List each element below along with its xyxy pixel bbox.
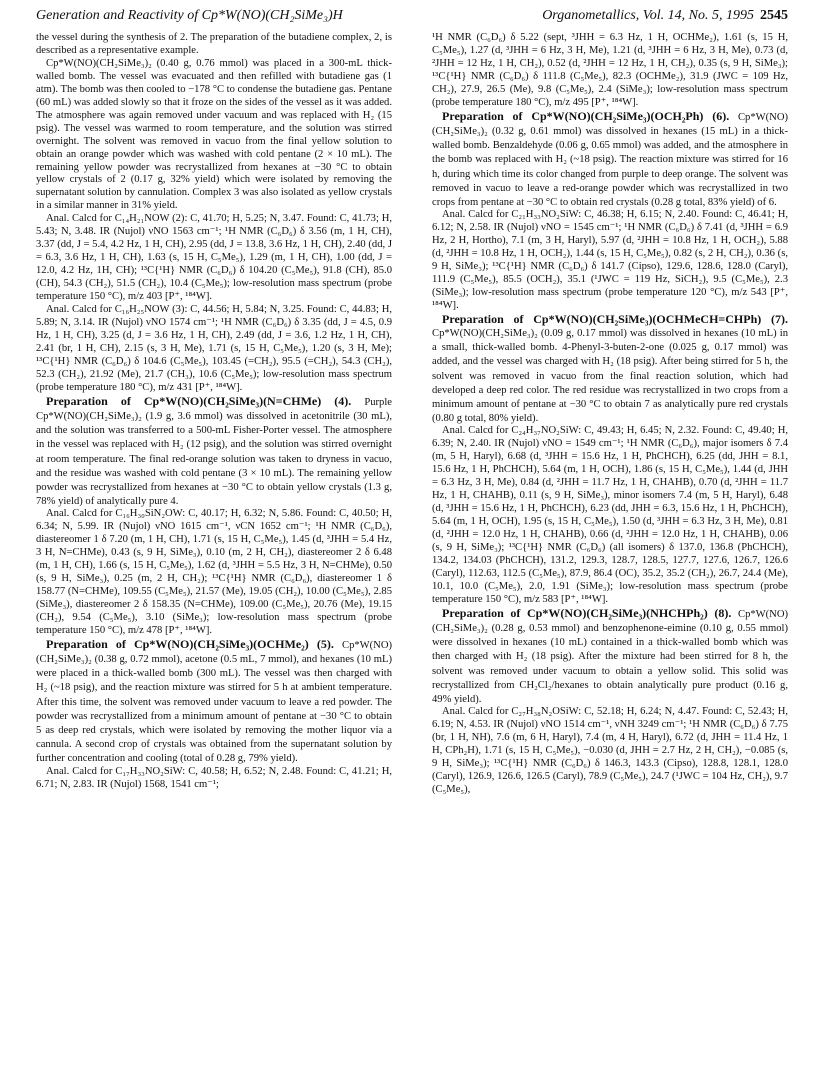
section-heading: Preparation of Cp*W(NO)(CH₂SiMe₃)(N=CHMe) (4).	[46, 393, 352, 408]
section-heading: Preparation of Cp*W(NO)(CH₂SiMe₃)(OCHMe₂) (5).	[46, 636, 334, 651]
section-body: Purple Cp*W(NO)(CH₂SiMe₃)₂ (1.9 g, 3.6 mmol) was dissolved in acetonitrile (30 mL), and the solution was transferred to a 500-mL Fisher-Porter vessel. The atmosphere in the vessel was replaced with H₂ (12 psig), and the solution was stirred overnight at room temperature. The final red-orange solution was taken to dryness in vacuo, and the residue was washed with cold pentane (3 × 10 mL). The remaining yellow powder was recrystallized from hexanes at −30 °C to obtain yellow crystals (1.3 g, 78% yield) of analytically pure 4.	[36, 396, 392, 508]
body-paragraph: Anal. Calcd for C₂₇H₃₈N₂OSiW: C, 52.18; H, 6.24; N, 4.47. Found: C, 52.43; H, 6.19; N, 4.53. IR (Nujol) νNO 1514 cm⁻¹, νNH 3249 cm⁻¹; ¹H NMR (C₆D₆) δ 7.75 (br, 1 H, NH), 7.6 (m, 6 H, Haryl), 7.4 (m, 4 H, Haryl), 6.72 (d, JHH = 11.4 Hz, 1 H, CPh₂H), 1.71 (s, 15 H, C₅Me₅), −0.030 (d, JHH = 2.7 Hz, 2 H, CH₂), −0.085 (s, 9 H, SiMe₃); ¹³C{¹H} NMR (C₆D₆) δ 146.3, 143.3 (Cipso), 128.8, 128.1, 128.0 (Caryl), 126.9, 126.6, 126.5 (Caryl), 78.9 (C₅Me₅), 24.7 (¹JWC = 104 Hz, CH₂), 9.7 (C₅Me₅),	[432, 706, 788, 795]
section-paragraph	[36, 638, 392, 766]
body-paragraph: Cp*W(NO)(CH₂SiMe₃)₂ (0.40 g, 0.76 mmol) was placed in a 300-mL thick-walled bomb. The vessel was evacuated and then refilled with butadiene gas (1 atm). The bomb was then cooled to −178 °C to condense the butadiene gas. Pentane (60 mL) was added slowly so that it froze on the sides of the vessel as it was added. The atmosphere was again removed under vacuum and was replaced with H₂ (15 psig). The vessel was warmed to room temperature, and the solution was stirred overnight. The solvent was removed in vacuo from the final yellow solution to obtain an orange powder which was washed with cold pentane (2 × 10 mL). The remaining yellow powder was recrystallized from hexanes at −30 °C to obtain yellow crystals of 2 (0.17 g, 32% yield) which were isolated by removing the supernatant solution by cannulation. Complex 3 was also isolated as yellow crystals in a similar manner in 31% yield.	[36, 57, 392, 212]
section-paragraph	[432, 313, 788, 426]
running-header	[36, 4, 788, 26]
section-body: Cp*W(NO)(CH₂SiMe₃)₂ (0.28 g, 0.53 mmol) and benzophenone-eimine (0.10 g, 0.55 mmol) were dissolved in hexanes (10 mL) contained in a thick-walled bomb which was then charged with H₂ (18 psig). After the mixture had been stirred for 8 h, the solvent was removed under vacuum to obtain a yellow solid. This solid was recrystallized from CH₂Cl₂/hexanes to obtain analytically pure product (0.16 g, 49% yield).	[432, 608, 789, 705]
body-paragraph: Anal. Calcd for C₁₆H₂₅NOW (3): C, 44.56; H, 5.84; N, 3.25. Found: C, 44.83; H, 5.89; N, 3.14. IR (Nujol) νNO 1574 cm⁻¹; ¹H NMR (C₆D₆) δ 3.35 (dd, J = 4.5, 0.9 Hz, 1 H, CH), 3.25 (d, J = 3.6 Hz, 1 H, CH), 2.49 (dd, J = 3.6, 1.2 Hz, 1 H, CH), 2.41 (br, 1 H, CH), 2.15 (s, 3 H, Me), 1.71 (s, 15 H, C₅Me₅), 1.20 (s, 3 H, Me); ¹³C{¹H} NMR (C₆D₆) δ 104.6 (C₅Me₅), 103.45 (=CH₂), 95.5 (=CH₂), 54.3 (CH₂), 52.3 (CH₂), 21.92 (Me), 21.7 (CH₃), 10.6 (C₅Me₅); low-resolution mass spectrum (probe temperature 180 °C), m/z 431 [P⁺, ¹⁸⁴W].	[36, 304, 392, 393]
body-paragraph: the vessel during the synthesis of 2. The preparation of the butadiene complex, 2, is described as a representative example.	[36, 32, 392, 56]
section-heading: Preparation of Cp*W(NO)(CH₂SiMe₃)(NHCHPh₂) (8).	[442, 605, 732, 620]
left-column	[36, 32, 392, 792]
section-body: Cp*W(NO)(CH₂SiMe₃)₂ (0.32 g, 0.61 mmol) was dissolved in hexanes (15 mL) in a thick-walled bomb. Benzaldehyde (0.06 g, 0.65 mmol) was added, and the atmosphere in the bomb was replaced with H₂ (~18 psig). The reaction mixture was stirred for 16 h, during which time its color changed from purple to deep orange. The solvent was removed in vacuo to leave a red-orange powder which was recrystallized in two crops from pentane at −30 °C to obtain red crystals (0.28 g total, 83% yield) of 6.	[432, 111, 788, 208]
section-heading: Preparation of Cp*W(NO)(CH₂SiMe₃)(OCHMeCH=CHPh) (7).	[442, 311, 788, 326]
right-column	[432, 32, 788, 797]
body-paragraph: ¹H NMR (C₆D₆) δ 5.22 (sept, ³JHH = 6.3 Hz, 1 H, OCHMe₂), 1.61 (s, 15 H, C₅Me₅), 1.27 (d, ³JHH = 6 Hz, 3 H, Me), 1.21 (d, ³JHH = 6 Hz, 3 H, Me), 0.73 (d, ²JHH = 12 Hz, 1 H, CH₂), 0.52 (d, ²JHH = 12 Hz, 1 H, CH₂), 0.35 (s, 9 H, SiMe₃); ¹³C{¹H} NMR (C₆D₆) δ 111.8 (C₅Me₅), 82.3 (OCHMe₂), 31.9 (JWC = 109 Hz, CH₂), 27.9, 26.5 (Me), 9.8 (C₅Me₅), 2.4 (SiMe₃); low-resolution mass spectrum (probe temperature 180 °C), m/z 495 [P⁺, ¹⁸⁴W].	[432, 32, 788, 108]
body-paragraph: Anal. Calcd for C₁₄H₂₁NOW (2): C, 41.70; H, 5.25; N, 3.47. Found: C, 41.73; H, 5.43; N, 3.48. IR (Nujol) νNO 1563 cm⁻¹; ¹H NMR (C₆D₆) δ 3.56 (m, 1 H, CH), 3.37 (dd, J = 5.4, 4.2 Hz, 1 H, CH), 2.95 (dd, J = 13.8, 3.6 Hz, 1 H, CH), 2.40 (dd, J = 6.3, 3.6 Hz, 1 H, CH), 1.63 (s, 15 H, C₅Me₅), 1.29 (m, 1 H, CH), 1.00 (dd, J = 12.0, 4.2 Hz, 1H, CH); ¹³C{¹H} NMR (C₆D₆) δ 104.20 (C₅Me₅), 91.8 (CH), 85.0 (CH), 54.3 (CH₂), 51.5 (CH₂), 10.4 (C₅Me₅); low-resolution mass spectrum (probe temperature 150 °C), m/z 403 [P⁺, ¹⁸⁴W].	[36, 213, 392, 303]
section-paragraph	[36, 395, 392, 509]
body-paragraph: Anal. Calcd for C₁₆H₃₀SiN₂OW: C, 40.17; H, 6.32; N, 5.86. Found: C, 40.50; H, 6.34; N, 5.99. IR (Nujol) νNO 1615 cm⁻¹, νCN 1652 cm⁻¹; ¹H NMR (C₆D₆), diastereomer 1 δ 7.20 (m, 1 H, CH), 1.71 (s, 15 H, C₅Me₅), 1.45 (d, ³JHH = 5.4 Hz, 3 H, N=CHMe), 0.43 (s, 9 H, SiMe₃), 0.10 (m, 2 H, CH₂), diastereomer 2 δ 6.48 (m, 1 H, CH), 1.66 (s, 15 H, C₅Me₅), 1.62 (d, ³JHH = 5.5 Hz, 3 H, N=CHMe), 0.50 (s, 9 H, SiMe₃), 0.25 (m, 2 H, CH₂); ¹³C{¹H} NMR (C₆D₆), diastereomer 1 δ 158.77 (N=CHMe), 109.55 (C₅Me₅), 21.57 (Me), 19.05 (CH₂), 10.00 (C₅Me₅), 2.85 (SiMe₃), diastereomer 2 δ 158.35 (N=CHMe), 109.00 (C₅Me₅), 20.76 (Me), 19.15 (CH₂), 9.54 (C₅Me₅), 3.10 (SiMe₃); low-resolution mass spectrum (probe temperature 150 °C), m/z 478 [P⁺, ¹⁸⁴W].	[36, 508, 392, 636]
journal-name: Organometallics, Vol. 14, No. 5, 1995	[542, 8, 754, 23]
journal-citation	[542, 8, 788, 24]
section-paragraph	[432, 607, 788, 706]
body-paragraph: Anal. Calcd for C₂₄H₃₇NO₂SiW: C, 49.43; H, 6.45; N, 2.32. Found: C, 49.40; H, 6.39; N, 2.40. IR (Nujol) νNO = 1549 cm⁻¹; ¹H NMR (C₆D₆), major isomers δ 7.4 (m, 5 H, Haryl), 6.68 (d, ³JHH = 15.6 Hz, 1 H, PhCHCH), 6.25 (dd, JHH = 8.1, 15.6 Hz, 1 H, PhCHCH), 5.64 (m, 1 H, OCH), 1.86 (s, 15 H, C₅Me₅), 1.44 (d, JHH = 6.3 Hz, 3 H, Me), 0.84 (d, ²JHH = 11.7 Hz, 1 H, CHAHB), 0.70 (d, ²JHH = 11.7 Hz, 1 H, CHAHB), 0.11 (s, 9 H, SiMe₃), minor isomers 7.4 (m, 5 H, Haryl), 6.48 (d, ³JHH = 15.6 Hz, 1 H, PhCHCH), 6.23 (dd, JHH = 6.3, 15.6 Hz, 1 H, PhCHCH), 5.64 (m, 1 H, OCH), 1.95 (s, 15 H, C₅Me₅), 1.50 (d, ³JHH = 6.3 Hz, 3 H, Me), 0.81 (d, ²JHH = 12.0 Hz, 1 H, CHAHB), 0.66 (d, ²JHH = 12.0 Hz, 1 H, CHAHB), 0.06 (s, 9 H, SiMe₃); ¹³C{¹H} NMR (C₆D₆) (all isomers) δ 137.0, 136.8 (PhCHCH), 134.2, 134.03 (PhCHCH), 131.2, 129.3, 128.7, 128.5, 127.7, 127.6, 126.7, 126.6 (Caryl), 112.63, 112.5 (C₅Me₅), 87.9, 86.4 (OC), 35.2, 35.2 (CH₂), 26.7, 24.4 (Me), 10.1, 10.0 (C₅Me₅), 2.0, 1.91 (SiMe₃); low-resolution mass spectrum (probe temperature 150 °C), m/z 583 [P⁺, ¹⁸⁴W].	[432, 425, 788, 605]
section-body: Cp*W(NO)(CH₂SiMe₃)₂ (0.38 g, 0.72 mmol), acetone (0.5 mL, 7 mmol), and hexanes (10 mL) were placed in a thick-walled bomb (300 mL). The vessel was then charged with H₂ (~18 psig), and the reaction mixture was stirred for 5 h at ambient temperature. After this time, the solvent was removed under vacuum to leave a red powder. The powder was recrystallized from a minimum amount of pentane at −30 °C to obtain 5 as deep red crystals, which were isolated by removing the mother liquor via a cannula. A second crop of crystals was obtained from the supernatant solution by further concentration and cooling (total of 0.28 g, 79% yield).	[36, 639, 393, 765]
body-paragraph: Anal. Calcd for C₁₇H₃₃NO₂SiW: C, 40.58; H, 6.52; N, 2.48. Found: C, 41.21; H, 6.71; N, 2.83. IR (Nujol) 1568, 1541 cm⁻¹;	[36, 765, 392, 790]
section-paragraph	[432, 110, 788, 209]
section-heading: Preparation of Cp*W(NO)(CH₂SiMe₃)(OCH₂Ph) (6).	[442, 108, 730, 123]
page-number: 2545	[760, 8, 788, 23]
section-body: Cp*W(NO)(CH₂SiMe₃)₂ (0.09 g, 0.17 mmol) was dissolved in hexanes (10 mL) in a small, thick-walled bomb. 4-Phenyl-3-buten-2-one (0.025 g, 0.17 mmol) was added, and the vessel was charged with H₂ (18 psig). After being stirred for 5 h, the solvent was removed in vacuo from the final reaction solution, which had developed a deep red color. The red residue was recrystallized in two crops from a minimum amount of pentane at −30 °C to obtain 7 as analytically pure red crystals (0.80 g total, 80% yield).	[432, 327, 788, 425]
running-title: Generation and Reactivity of Cp*W(NO)(CH₂SiMe₃)H	[36, 8, 343, 23]
body-paragraph: Anal. Calcd for C₂₁H₃₃NO₂SiW: C, 46.38; H, 6.15; N, 2.40. Found: C, 46.41; H, 6.12; N, 2.58. IR (Nujol) νNO = 1545 cm⁻¹; ¹H NMR (C₆D₆) δ 7.41 (d, ³JHH = 6.9 Hz, 2 H, Hortho), 7.1 (m, 3 H, Haryl), 5.97 (d, ²JHH = 10.8 Hz, 1 H, OCH₂), 5.88 (d, ²JHH = 10.8 Hz, 1 H, OCH₂), 1.44 (s, 15 H, C₅Me₅), 0.82 (s, 2 H, CH₂), 0.36 (s, 9 H, SiMe₃); ¹³C{¹H} NMR (C₆D₆) δ 141.7 (Cipso), 129.6, 128.6, 128.0 (Caryl), 111.9 (C₅Me₅), 85.5 (OCH₂), 35.1 (¹JWC = 119 Hz, SiCH₂), 9.5 (C₅Me₅), 2.3 (SiMe₃); low-resolution mass spectrum (probe temperature 120 °C), m/z 543 [P⁺, ¹⁸⁴W].	[432, 209, 788, 311]
